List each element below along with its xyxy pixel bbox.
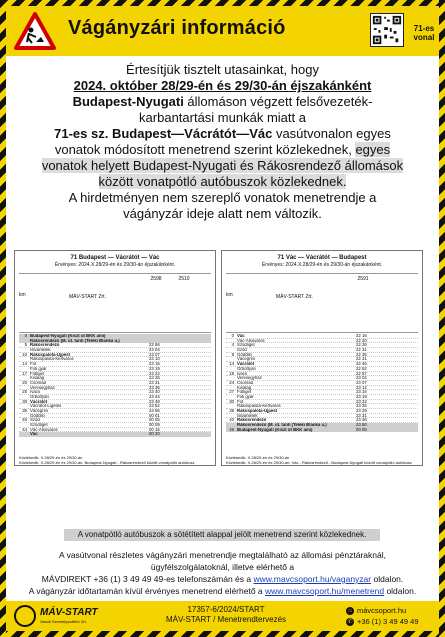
notice-line: 71-es sz. Budapest—Vácrátót—Vác vasútvonalon egyes <box>54 126 391 141</box>
km-label: km <box>19 292 26 298</box>
station-name: Sződliget <box>30 423 48 428</box>
km-value: 4 <box>231 342 234 348</box>
km-value: 9 <box>231 351 234 357</box>
station-name: Sződliget <box>237 343 255 348</box>
station-name: Rákospalota-Újpest <box>30 352 71 357</box>
document-number: 17357-6/2024/START <box>187 605 265 614</box>
time-value: 23 25 <box>149 375 160 381</box>
qr-code-icon[interactable] <box>370 13 404 47</box>
notice-line: A hirdetményen nem szereplő vonatok menetrendje a <box>68 190 377 205</box>
notice-line: vágányzár ideje alatt nem változik. <box>123 206 322 221</box>
time-value: 23 40 <box>149 389 160 395</box>
document-info <box>156 605 296 625</box>
time-value: 22 35 <box>356 351 367 357</box>
km-value: 0 <box>231 333 234 338</box>
station-name: Sződ <box>237 348 247 353</box>
station-name: Kisalag <box>30 376 45 381</box>
station-name: Rákospalota-Újpest <box>237 409 278 413</box>
station-name: Vác-Alsóváros <box>237 338 265 343</box>
hazard-stripe-right <box>439 0 445 637</box>
km-value: 35 <box>22 408 27 413</box>
time-value: 23 15 <box>149 361 160 367</box>
hazard-stripe-bottom <box>0 631 445 637</box>
time-value: 23 22 <box>149 370 160 376</box>
timetable-validity: Érvényes: 2024.X.28/29-én és 29/30-án éjszakánként. <box>54 262 176 268</box>
timetable-header-grid <box>226 273 418 333</box>
time-value: 23 31 <box>149 379 160 385</box>
station-name: Őrbottyán <box>237 366 256 371</box>
time-value: 23 16 <box>356 389 367 395</box>
page-title: Vágányzári információ <box>68 17 286 39</box>
station-name: Vácegres <box>237 357 256 362</box>
notice-line: Budapest-Nyugati állomáson végzett felsővezeték- <box>72 94 373 109</box>
time-value: 22 31 <box>356 347 367 353</box>
notice-line: vonatok módosított menetrend szerint közlekednek, egyes <box>54 142 391 157</box>
time-value: 23 50 <box>356 422 367 428</box>
km-value: 17 <box>22 370 27 376</box>
timetable-validity: Érvényes: 2024.X.28/29-én és 29/30-án éjszakánként. <box>261 262 383 268</box>
km-value: 19 <box>229 370 234 376</box>
timetable-title: 71 Vác — Vácrátót — Budapest <box>277 255 367 261</box>
km-value: 5 <box>24 342 27 348</box>
footnote: Közlekedik: X.28/29-én és 29/30-án: Budapest-Nyugati - Rákosrendező között vonatpótló autóbusz <box>19 460 195 465</box>
station-name: Vác <box>237 334 245 338</box>
company-label: MÁV-START Zrt. <box>69 294 106 300</box>
footnote: Közlekedik: X.28/29-én és 29/30-án <box>19 455 83 460</box>
station-name: Fóti gyár <box>30 366 47 371</box>
station-name: Ivacs <box>30 390 41 395</box>
time-value: 23 26 <box>356 403 367 409</box>
notice-text <box>14 62 431 222</box>
vaganyzar-link[interactable]: www.mavcsoport.hu/vaganyzar <box>253 574 372 584</box>
time-value: 23 07 <box>149 351 160 357</box>
menetrend-link[interactable]: www.mavcsoport.hu/menetrend <box>265 586 385 596</box>
time-value: 23 35 <box>149 384 160 390</box>
time-value: 23 10 <box>149 356 160 362</box>
time-value: 00 09 <box>149 422 160 428</box>
globe-icon: ⌂ <box>346 607 354 615</box>
station-name: Vácrátót <box>30 399 48 404</box>
notice-dates: 2024. október 28/29-én és 29/30-án éjszakánként <box>73 78 372 93</box>
station-name: Őrbottyán <box>30 394 49 399</box>
line-badge: 71-es vonal <box>413 24 435 42</box>
logo-subtext: Vasúti Személyszállító Zrt. <box>40 619 87 624</box>
station-name: Vácrátót <box>237 362 255 367</box>
km-value: 25 <box>22 389 27 395</box>
station-name: Fót <box>30 362 37 367</box>
time-value: 22 26 <box>356 342 367 348</box>
km-value: 0 <box>24 333 27 338</box>
time-value: 23 04 <box>149 347 160 353</box>
station-name: Csomád <box>237 380 254 385</box>
time-value: 23 55 <box>149 408 160 413</box>
time-value: 00 15 <box>149 426 160 432</box>
station-name: Kisalag <box>237 385 252 390</box>
km-value: 40 <box>229 417 234 423</box>
department: MÁV-START / Menetrendtervezés <box>165 615 287 624</box>
time-value: 23 31 <box>356 412 367 418</box>
train-number: 2591 <box>357 276 369 282</box>
mav-start-logo-icon <box>14 605 36 627</box>
km-value: 14 <box>229 361 234 367</box>
time-value: 22 56 <box>149 342 160 348</box>
phone-number[interactable]: ✆ +36 (1) 3 49 49 49 <box>347 617 419 626</box>
info-text <box>14 549 431 597</box>
time-value: 23 22 <box>356 398 367 404</box>
timetable-rows <box>226 334 418 432</box>
train-number: 2510 <box>178 276 190 282</box>
km-value: 30 <box>22 398 27 404</box>
header-bar <box>6 6 439 56</box>
km-value: 46 <box>229 426 234 432</box>
info-line: A vágányzár időtartamán kívül érvényes menetrend elérhető a www.mavcsoport.hu/menetrend oldalon. <box>28 586 417 596</box>
company-label: MÁV-START Zrt. <box>276 294 313 300</box>
footnote: Közlekedik: X.28/29-én és 29/30-án: Vác - Rákosrendező - Budapest-Nyugati között vonatpótló autóbusz <box>226 460 412 465</box>
info-line: A vasútvonal részletes vágányzári menetrendje megtalálható az állomási pénztáraknál, <box>59 550 386 560</box>
station-name: Veresegyház <box>237 376 262 381</box>
km-value: 14 <box>22 361 27 367</box>
station-name: Csomád <box>30 380 47 385</box>
station-name: Veresegyház <box>30 385 55 390</box>
time-value: 23 02 <box>356 375 367 381</box>
timetable-title: 71 Budapest — Vácrátót — Vác <box>70 255 160 261</box>
station-name: Gödöllő <box>30 413 45 418</box>
km-value: 10 <box>22 351 27 357</box>
station-name: Budapest-Nyugati (Kiszt út BKK ami) <box>30 334 106 338</box>
time-value: 23 19 <box>356 393 367 399</box>
km-value: 27 <box>229 389 234 395</box>
timetable-header-grid <box>19 273 211 333</box>
time-value: 00 05 <box>149 417 160 423</box>
station-name: Rákosrendező <box>237 418 267 423</box>
info-line: ügyfélszolgálatoknál, illetve elérhető a <box>150 562 295 572</box>
station-name: Rákosrendező <box>30 343 60 348</box>
station-name: Rákosrendező (M. ut. tanh (Teleki Blanka u.) <box>30 338 120 343</box>
time-value: 00 05 <box>356 426 367 432</box>
time-value: 23 12 <box>356 384 367 390</box>
time-value: 23 19 <box>149 365 160 371</box>
time-value: 23 52 <box>149 403 160 409</box>
contact-info <box>346 605 436 627</box>
station-name: Fót <box>237 399 244 404</box>
station-name: Ivacs <box>237 371 248 376</box>
time-value: 22 46 <box>356 361 367 367</box>
table-row <box>226 428 418 433</box>
station-name: Rákosrendező (M. ut. tanh (Teleki Blanka u.) <box>237 423 327 428</box>
logo-text: MÁV-START <box>40 607 98 618</box>
website-link[interactable]: ⌂ mávcsoport.hu <box>346 605 436 616</box>
time-value: 00 01 <box>149 412 160 418</box>
time-value: 23 44 <box>149 393 160 399</box>
train-number: 2598 <box>150 276 162 282</box>
info-line: MÁVDIREKT +36 (1) 3 49 49 49-es telefonszámán és a www.mavcsoport.hu/vaganyzar oldalon. <box>41 574 404 584</box>
footer-bar <box>6 601 439 631</box>
time-value: 00 20 <box>149 431 160 437</box>
time-value: 23 36 <box>356 417 367 423</box>
notice-line-highlight: között vonatpótló autóbuszok közlekednek. <box>98 174 347 189</box>
km-value: 30 <box>229 398 234 404</box>
construction-warning-icon <box>14 12 56 50</box>
time-value: 22 52 <box>356 365 367 371</box>
notice-line: Értesítjük tisztelt utasainkat, hogy <box>126 62 319 77</box>
time-value: 22 20 <box>356 337 367 343</box>
station-name: Fóti gyár <box>237 394 254 399</box>
time-value: 23 29 <box>356 408 367 413</box>
station-name: Vác-Alsóváros <box>30 427 58 432</box>
notice-line: karbantartási munkák miatt a <box>139 110 306 125</box>
station-name: Gödöllő <box>237 352 252 357</box>
time-value: 23 48 <box>149 398 160 404</box>
km-value: 24 <box>229 379 234 385</box>
timetable-inbound <box>221 250 423 466</box>
time-value: 22 41 <box>356 356 367 362</box>
station-name: Budapest-Nyugati (Kiszt út BKK ami) <box>237 427 313 432</box>
timetable-rows <box>19 334 211 437</box>
km-value: 20 <box>22 379 27 385</box>
station-name: Rákospalota-Kertváros <box>30 357 74 362</box>
station-name: Vácegres <box>30 409 49 413</box>
station-name: Rákospalota-Kertváros <box>237 404 281 409</box>
km-value: 35 <box>229 408 234 413</box>
station-name: Sződ <box>30 418 40 423</box>
table-row <box>19 432 211 437</box>
km-value: 44 <box>22 426 27 432</box>
bus-replacement-note: A vonatpótló autóbuszok a sötétített alappal jelölt menetrend szerint közlekednek. <box>64 529 380 541</box>
station-name: Vácrátót-Ligetes <box>30 404 62 409</box>
hazard-stripe-left <box>0 0 6 637</box>
station-name: Istvántelek <box>237 413 258 418</box>
notice-line-highlight: vonatok helyett Budapest-Nyugati és Rákosrendező állomások <box>41 158 404 173</box>
phone-icon: ✆ <box>347 619 353 626</box>
time-value: 22 16 <box>356 333 367 338</box>
station-name: Fótliget <box>30 371 45 376</box>
footnote: Közlekedik: X.28/29-én és 29/30-án <box>226 455 290 460</box>
station-name: Vác <box>30 432 38 437</box>
km-value: 40 <box>22 417 27 423</box>
station-name: Istvántelek <box>30 348 51 353</box>
time-value: 23 07 <box>356 379 367 385</box>
km-label: km <box>226 292 233 298</box>
station-name: Fótliget <box>237 390 252 395</box>
timetable-outbound <box>14 250 216 466</box>
time-value: 22 57 <box>356 370 367 376</box>
